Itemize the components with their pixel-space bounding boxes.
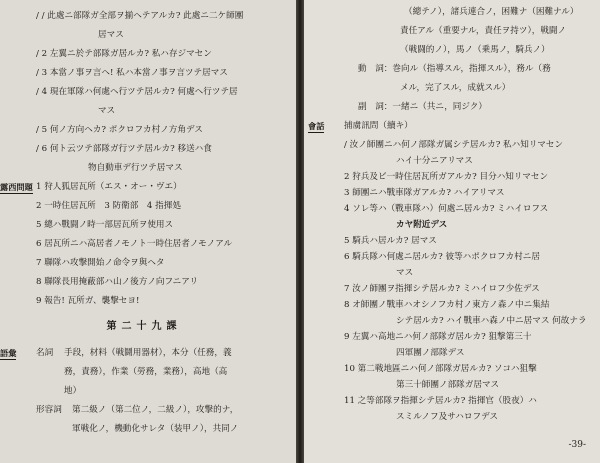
noun-label: 名詞 bbox=[36, 348, 54, 358]
side-label: 語彙 bbox=[0, 348, 17, 358]
text-line: 務，責務），作業（勞務，業務），高地（高 bbox=[64, 367, 228, 377]
text-line: / 4 現在軍隊ハ何處ヘ行ツテ居ルカ? 何處ヘ行ツテ居 bbox=[36, 87, 238, 97]
text-line: 7 聯隊ハ攻撃開始ノ命令ヲ與ヘタ bbox=[36, 258, 165, 268]
text-line: スミルノフ及サハロフデス bbox=[396, 412, 498, 422]
text-line: （總テノ），諸兵連合ノ，困難ナ（困難ナル） bbox=[404, 7, 579, 17]
right-page bbox=[304, 0, 600, 463]
numbered-item: 6 騎兵隊ハ何處ニ居ルカ? 彼等ハポクロフカ村ニ居 bbox=[344, 252, 540, 262]
text-line: マス bbox=[98, 106, 116, 116]
left-page bbox=[0, 0, 296, 463]
text-line: 形容詞 第二級ノ（第二位ノ，二級ノ），攻撃的ナ， bbox=[36, 405, 239, 415]
text-line: / / 此處ニ部隊ガ全部ヲ揃ヘテアルカ? 此處ニ二ケ師團 bbox=[36, 11, 244, 21]
text-line: 四軍團ノ部隊デス bbox=[396, 348, 465, 358]
section-row bbox=[0, 181, 288, 193]
text-line: 動 詞：巻向ル（指導スル，指揮スル），務ル（務 bbox=[358, 64, 551, 74]
section-row bbox=[308, 120, 594, 132]
text-line: 8 聯隊長用掩蔽部ハ山ノ後方ノ向フニアリ bbox=[36, 277, 199, 287]
numbered-item: 1 狩人狐居瓦所（エス・オー・ヴエ） bbox=[36, 182, 182, 192]
text-line: 居マス bbox=[98, 30, 124, 40]
text-line: 5 總ハ戰闘ノ時一部居瓦所ヲ使用ス bbox=[36, 220, 174, 230]
numbered-item: 4 ソレ等ハ（戰車隊ハ）何處ニ居ルカ? ミハイロフス bbox=[344, 204, 549, 214]
numbered-item: 3 師團ニハ戰車隊ガアルカ? ハイアリマス bbox=[344, 188, 505, 198]
text-line: 6 居瓦所ニハ高居者ノモノト一時住居者ノモノアル bbox=[36, 239, 233, 249]
side-label: 會話 bbox=[308, 121, 325, 131]
text-line: （戦闘的ノ），馬ノ（乗馬ノ，騎兵ノ） bbox=[400, 45, 550, 55]
adjective-label: 形容詞 bbox=[36, 405, 62, 415]
numbered-item: 11 之等部隊ヲ指揮シテ居ルカ? 指揮官（股夜）ハ bbox=[344, 396, 537, 406]
text-line: 物自動車デ行ツテ居マス bbox=[88, 163, 183, 173]
page-number: -39- bbox=[568, 440, 586, 450]
numbered-item: 9 左翼ハ高地ニハ何ノ部隊ガ居ルカ? 狙撃第三十 bbox=[344, 332, 532, 342]
text-line: 地） bbox=[64, 386, 82, 396]
text-line: 第三十師團ノ部隊ガ居マス bbox=[396, 380, 500, 390]
text-line: / 5 何ノ方向ヘカ? ポクロフカ村ノ方角デス bbox=[36, 125, 203, 135]
text-line: 9 報告! 瓦所ガ、襲撃セヨ! bbox=[36, 296, 140, 306]
text-line: カヤ附近デス bbox=[396, 220, 448, 230]
numbered-item: 5 騎兵ハ居ルカ? 居マス bbox=[344, 236, 437, 246]
topic-title: 捕虜訊問（續キ） bbox=[344, 121, 413, 131]
text-line: 軍戦化ノ，機動化サレタ（装甲ノ），共同ノ bbox=[72, 424, 239, 434]
numbered-item: 8 オ師團ノ戰車ハオシノフカ村ノ東方ノ森ノ中ニ集結 bbox=[344, 300, 550, 310]
text-line: シテ居ルカ? ハイ戰車ハ森ノ中ニ居マス 何故ナラ bbox=[396, 316, 587, 326]
text-line: / 3 本當ノ事ヲ言ヘ! 私ハ本當ノ事ヲ言ツテ居マス bbox=[36, 68, 228, 78]
text-line: 2 一時住居瓦所 3 防衛部 4 指揮処 bbox=[36, 201, 181, 211]
text-line: / 2 左翼ニ於テ部隊ガ居ルカ? 私ハ存ジマセン bbox=[36, 49, 212, 59]
numbered-item: 7 汝ノ師團ヲ指揮シテ居ルカ? ミハイロフ少佐デス bbox=[344, 284, 540, 294]
text-line: メル，完了スル，成就スル） bbox=[400, 83, 511, 93]
lesson-heading: 第二十九課 bbox=[106, 321, 182, 332]
book-gutter bbox=[296, 0, 304, 463]
text-line: ハイ十分ニアリマス bbox=[396, 156, 473, 166]
vocab-row: 語彙 名詞 手段，材料（戦鬪用器材），本分（任務，義 bbox=[0, 348, 232, 358]
numbered-item: 2 狩兵及ビ一時住居瓦所ガアルカ? 目分ハ知リマセン bbox=[344, 172, 549, 182]
text-line: 責任アル（重要ナル，責任ヲ持ツ），戦闘ノ bbox=[400, 26, 567, 36]
text-line: 副 詞：一緒ニ（共ニ，同ジク） bbox=[358, 102, 487, 112]
numbered-item: / 汝ノ師團ニハ何ノ部隊ガ属シテ居ルカ? 私ハ知リマセン bbox=[344, 140, 564, 150]
text-line: マス bbox=[396, 268, 414, 278]
text-line: / 6 何ト云ツテ部隊ガ行ツテ居ルカ? 移送ハ食 bbox=[36, 144, 212, 154]
side-label: 露西問題 bbox=[0, 182, 33, 192]
numbered-item: 10 第二戦地區ニハ何ノ部隊ガ居ルカ? ソコハ狙擊 bbox=[344, 364, 537, 374]
